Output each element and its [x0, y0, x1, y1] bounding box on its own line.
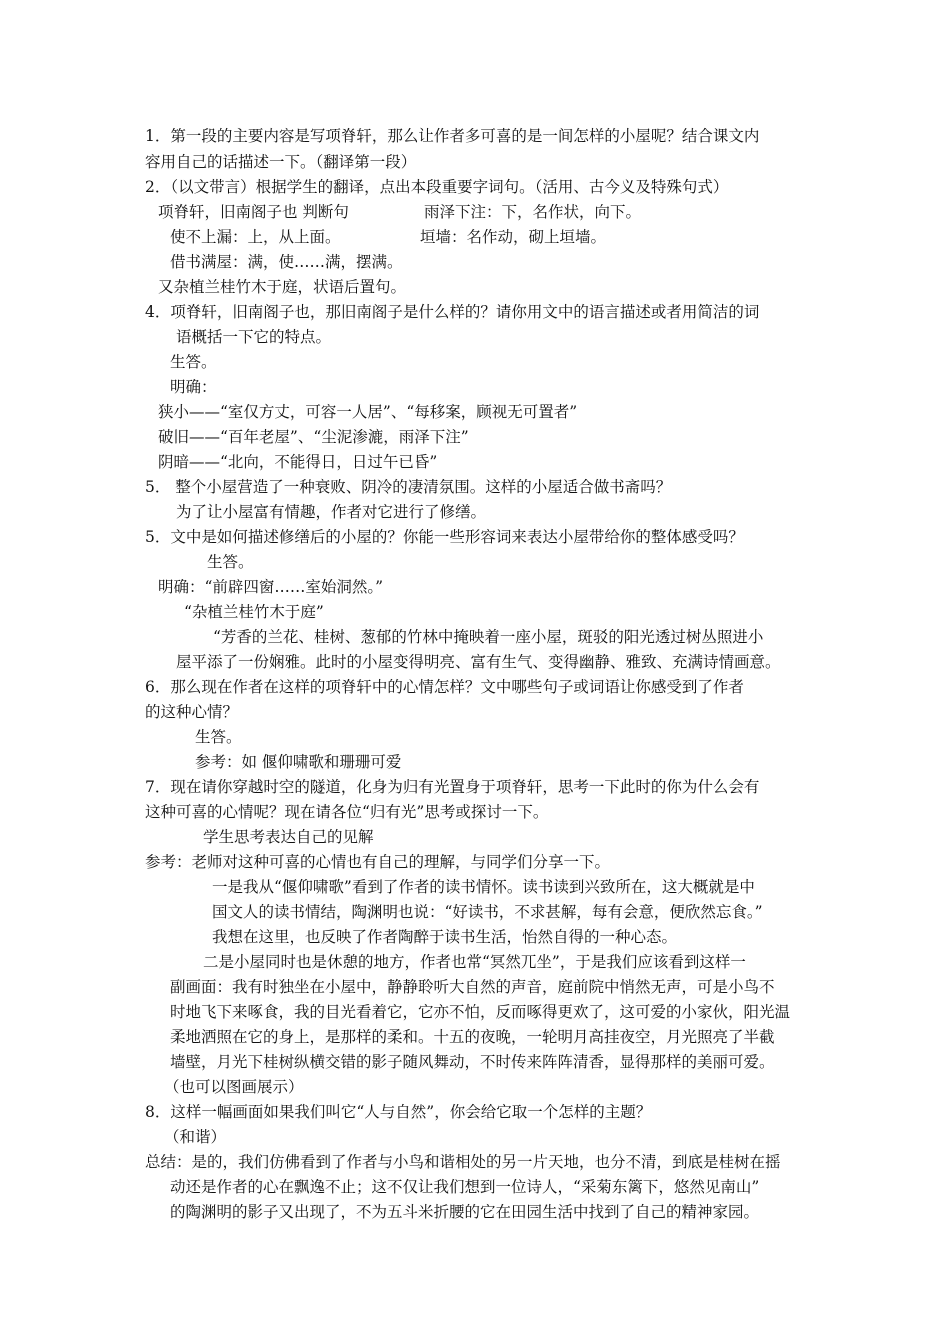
- answer-5-student: 生答。: [207, 553, 254, 571]
- question-1-line-2: 容用自己的话描述一下。（翻译第一段）: [145, 153, 417, 171]
- question-6-line-1: 6．那么现在作者在这样的项脊轩中的心情怎样？文中哪些句子或词语让你感受到了作者: [145, 678, 744, 696]
- word-note-1b: 雨泽下注：下，名作状，向下。: [424, 203, 642, 221]
- paragraph-2-note: （也可以图画展示）: [164, 1078, 304, 1096]
- question-4-line-2: 语概括一下它的特点。: [176, 328, 332, 346]
- paragraph-2-line-1: 二是小屋同时也是休憩的地方，作者也常“冥然兀坐”，于是我们应该看到这样一: [203, 953, 746, 971]
- question-1-line-1: 1．第一段的主要内容是写项脊轩，那么让作者多可喜的是一间怎样的小屋呢？结合课文内: [145, 127, 760, 145]
- word-note-2a: 使不上漏：上，从上面。: [170, 228, 341, 246]
- answer-4-label: 明确：: [170, 378, 217, 396]
- paragraph-1-line-3: 我想在这里，也反映了作者陶醉于读书生活，怡然自得的一种心态。: [212, 928, 678, 946]
- answer-7-reference: 参考：老师对这种可喜的心情也有自己的理解，与同学们分享一下。: [145, 853, 611, 871]
- word-note-4: 又杂植兰桂竹木于庭，状语后置句。: [158, 278, 407, 296]
- question-5-line-2: 为了让小屋富有情趣，作者对它进行了修缮。: [176, 503, 487, 521]
- question-5b: 5．文中是如何描述修缮后的小屋的？你能一些形容词来表达小屋带给你的整体感受吗？: [145, 528, 744, 546]
- answer-4-narrow: 狭小——“室仅方丈，可容一人居”、“每移案，顾视无可置者”: [158, 403, 578, 421]
- question-6-line-2: 的这种心情？: [145, 703, 239, 721]
- word-note-2b: 垣墙：名作动，砌上垣墙。: [420, 228, 607, 246]
- summary-line-1: 总结：是的，我们仿佛看到了作者与小鸟和谐相处的另一片天地，也分不清，到底是桂树在摇: [145, 1153, 781, 1171]
- paragraph-2-line-3: 时地飞下来啄食，我的目光看着它，它亦不怕，反而啄得更欢了，这可爱的小家伙，阳光温: [170, 1003, 791, 1021]
- question-2: 2．（以文带言）根据学生的翻译，点出本段重要字词句。（活用、古今义及特殊句式）: [145, 178, 729, 196]
- word-note-1a: 项脊轩，旧南阁子也 判断句: [158, 203, 349, 221]
- answer-5-quote: “杂植兰桂竹木于庭”: [184, 603, 324, 621]
- answer-5-confirm: 明确：“前辟四窗……室始洞然。”: [158, 578, 384, 596]
- answer-4-student: 生答。: [170, 353, 217, 371]
- answer-5-desc-1: “芳香的兰花、桂树、葱郁的竹林中掩映着一座小屋，斑驳的阳光透过树丛照进小: [213, 628, 764, 646]
- paragraph-2-line-5: 墙壁，月光下桂树纵横交错的影子随风舞动，不时传来阵阵清香，显得那样的美丽可爱。: [170, 1053, 775, 1071]
- answer-7-student: 学生思考表达自己的见解: [203, 828, 374, 846]
- answer-8: （和谐）: [164, 1128, 227, 1146]
- answer-6-reference: 参考：如 偃仰啸歌和珊珊可爱: [195, 753, 402, 771]
- answer-5-desc-2: 屋平添了一份娴雅。此时的小屋变得明亮、富有生气、变得幽静、雅致、充满诗情画意。: [176, 653, 781, 671]
- answer-4-old: 破旧——“百年老屋”、“尘泥渗漉，雨泽下注”: [158, 428, 469, 446]
- answer-6-student: 生答。: [195, 728, 242, 746]
- question-7-line-1: 7．现在请你穿越时空的隧道，化身为归有光置身于项脊轩，思考一下此时的你为什么会有: [145, 778, 760, 796]
- paragraph-1-line-1: 一是我从“偃仰啸歌”看到了作者的读书情怀。读书读到兴致所在，这大概就是中: [212, 878, 755, 896]
- summary-line-3: 的陶渊明的影子又出现了，不为五斗米折腰的它在田园生活中找到了自己的精神家园。: [170, 1203, 760, 1221]
- paragraph-1-line-2: 国文人的读书情结，陶渊明也说：“好读书，不求甚解，每有会意，便欣然忘食。”: [212, 903, 763, 921]
- summary-line-2: 动还是作者的心在飘逸不止；这不仅让我们想到一位诗人，“采菊东篱下，悠然见南山”: [170, 1178, 760, 1196]
- question-5-line-1: 5． 整个小屋营造了一种衰败、阴冷的凄清氛围。这样的小屋适合做书斋吗？: [145, 478, 672, 496]
- word-note-3: 借书满屋：满，使……满，摆满。: [170, 253, 403, 271]
- paragraph-2-line-4: 柔地洒照在它的身上，是那样的柔和。十五的夜晚，一轮明月高挂夜空，月光照亮了半截: [170, 1028, 775, 1046]
- question-7-line-2: 这种可喜的心情呢？现在请各位“归有光”思考或探讨一下。: [145, 803, 549, 821]
- question-4-line-1: 4．项脊轩，旧南阁子也，那旧南阁子是什么样的？请你用文中的语言描述或者用简洁的词: [145, 303, 760, 321]
- answer-4-dark: 阴暗——“北向，不能得日，日过午已昏”: [158, 453, 438, 471]
- question-8: 8．这样一幅画面如果我们叫它“人与自然”，你会给它取一个怎样的主题？: [145, 1103, 652, 1121]
- paragraph-2-line-2: 副画面：我有时独坐在小屋中，静静聆听大自然的声音，庭前院中悄然无声，可是小鸟不: [170, 978, 775, 996]
